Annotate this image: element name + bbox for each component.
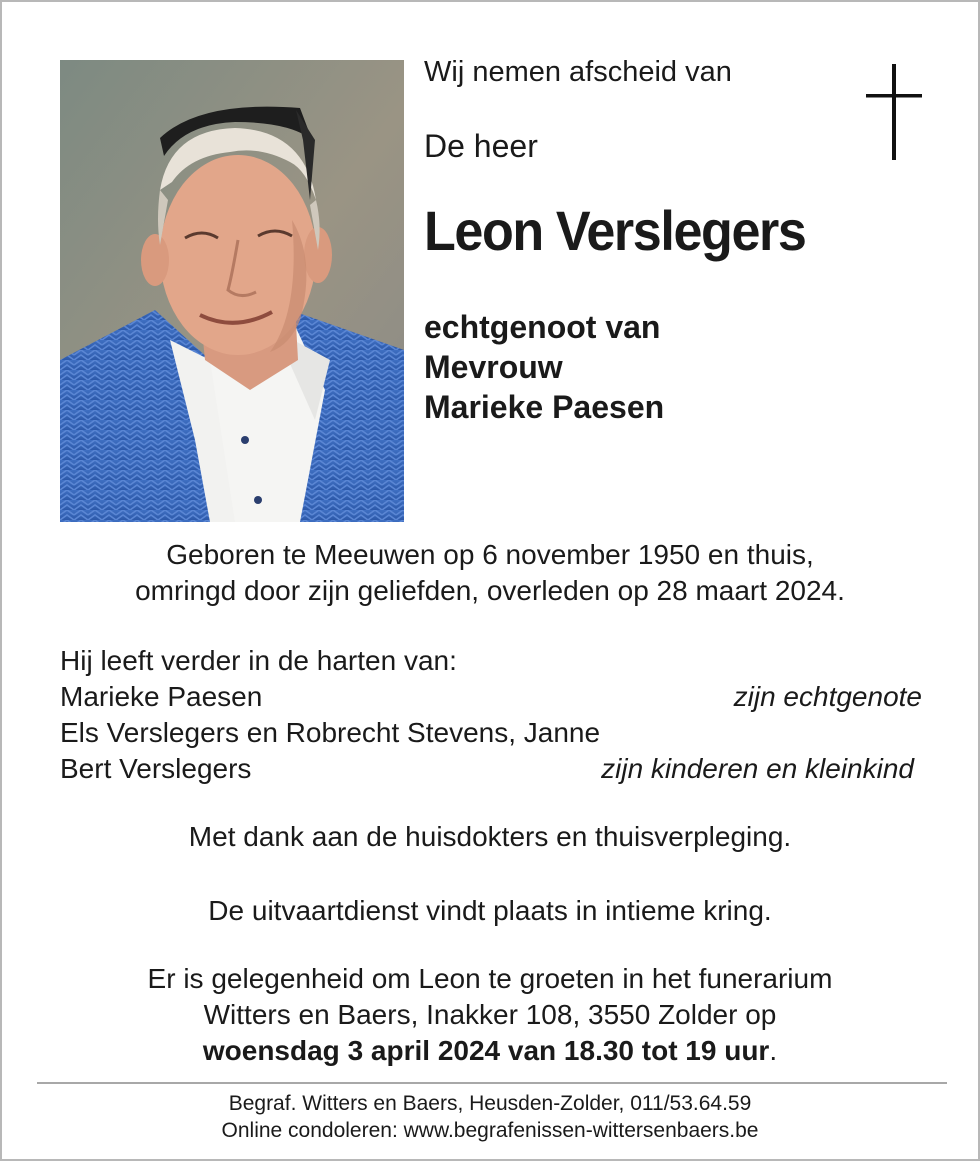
spouse-line-1: echtgenoot van	[424, 309, 661, 345]
visitation-date-punct: .	[769, 1035, 778, 1066]
visitation-date: woensdag 3 april 2024 van 18.30 tot 19 uur	[202, 1035, 770, 1066]
survivor-relation: zijn echtgenote	[733, 681, 922, 712]
survivors-heading: Hij leeft verder in de harten van:	[60, 645, 457, 676]
visitation-date-line	[2, 1033, 978, 1069]
spouse-line-3: Marieke Paesen	[424, 389, 665, 425]
survivor-row	[60, 751, 922, 787]
birth-death-text	[2, 537, 978, 609]
footer-divider	[37, 1082, 947, 1084]
visitation-text	[2, 961, 978, 1069]
portrait-image	[60, 60, 404, 522]
survivor-names: Marieke Paesen	[60, 681, 263, 712]
spouse-line-2: Mevrouw	[424, 349, 563, 385]
visitation-line-1: Er is gelegenheid om Leon te groeten in het funerarium	[147, 963, 833, 994]
survivors-list	[60, 643, 922, 787]
survivor-row	[60, 715, 922, 751]
birth-line-2: omringd door zijn geliefden, overleden op 28 maart 2024.	[135, 575, 845, 606]
birth-line-1: Geboren te Meeuwen op 6 november 1950 en thuis,	[166, 539, 814, 570]
survivor-relation: zijn kinderen en kleinkind	[601, 753, 914, 784]
survivor-names: Els Verslegers en Robrecht Stevens, Janne	[60, 717, 601, 748]
intro-text: Wij nemen afscheid van	[424, 56, 732, 88]
latin-cross-icon	[864, 62, 924, 162]
honorific-title: De heer	[424, 128, 538, 164]
condolence-link[interactable]: Online condoleren: www.begrafenissen-wittersenbaers.be	[221, 1119, 759, 1142]
survivor-names: Bert Verslegers	[60, 753, 252, 784]
deceased-name: Leon Verslegers	[424, 199, 806, 262]
thanks-text: Met dank aan de huisdokters en thuisverpleging.	[188, 821, 792, 852]
spouse-block	[424, 307, 664, 427]
visitation-line-2: Witters en Baers, Inakker 108, 3550 Zolder op	[203, 999, 777, 1030]
survivor-row	[60, 679, 922, 715]
footer	[2, 1090, 978, 1144]
funeral-home-info: Begraf. Witters en Baers, Heusden-Zolder, 011/53.64.59	[228, 1092, 752, 1115]
portrait-photo	[60, 60, 404, 522]
service-text: De uitvaartdienst vindt plaats in intieme kring.	[208, 895, 772, 926]
